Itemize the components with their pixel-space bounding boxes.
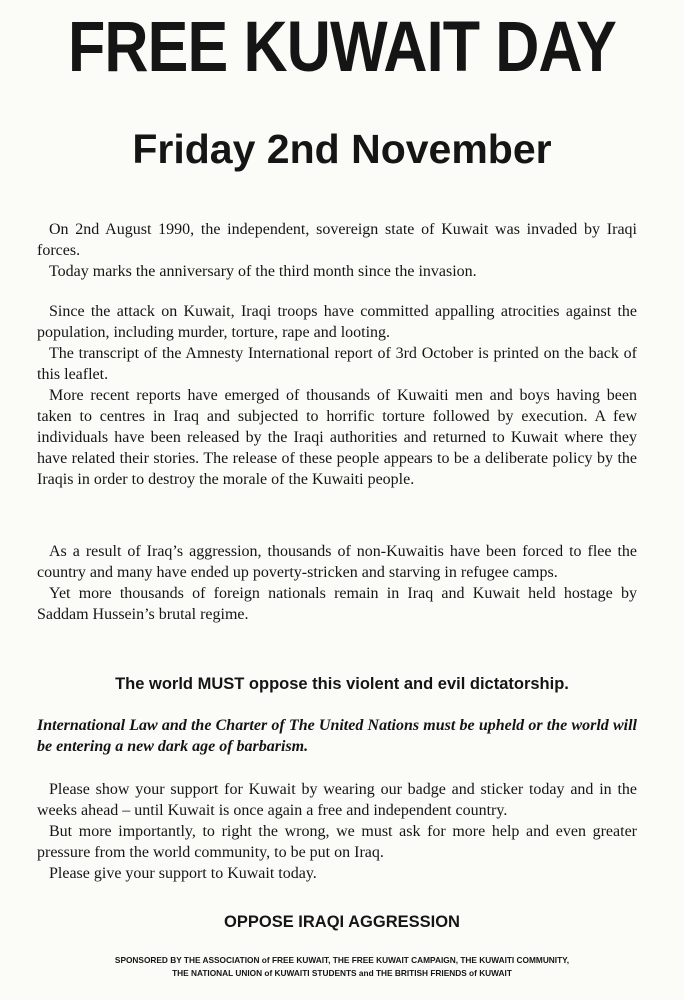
paragraph: As a result of Iraq’s aggression, thousands of non-Kuwaitis have been forced to flee the country and many have ended up poverty-stricken and starving in refugee camps.	[37, 543, 637, 581]
paragraph: Yet more thousands of foreign nationals remain in Iraq and Kuwait held hostage by Saddam Hussein’s brutal regime.	[37, 585, 637, 623]
paragraph: Please give your support to Kuwait today.	[49, 865, 317, 882]
sponsors-line: SPONSORED BY THE ASSOCIATION of FREE KUWAIT, THE FREE KUWAIT CAMPAIGN, THE KUWAITI COMMUNITY,	[114, 955, 570, 965]
sponsors-line: THE NATIONAL UNION of KUWAITI STUDENTS and THE BRITISH FRIENDS of KUWAIT	[172, 968, 512, 978]
paragraph: More recent reports have emerged of thousands of Kuwaiti men and boys having been taken to centres in Iraq and subjected to horrific torture followed by execution. A few individuals have been released by the Iraqi authorities and returned to Kuwait where they have related their stories. The release of these people appears to be a deliberate policy by the Iraqis in order to destroy the morale of the Kuwaiti people.	[37, 387, 637, 488]
leaflet-date: Friday 2nd November	[132, 126, 552, 172]
international-law-statement: International Law and the Charter of The United Nations must be upheld or the world will be entering a new dark age of barbarism.	[37, 717, 637, 755]
paragraph: Today marks the anniversary of the third month since the invasion.	[49, 263, 477, 280]
closing-slogan: OPPOSE IRAQI AGGRESSION	[224, 913, 460, 931]
support-section	[37, 779, 637, 884]
paragraph: Please show your support for Kuwait by wearing our badge and sticker today and in the weeks ahead – until Kuwait is once again a free and independent country.	[37, 781, 637, 819]
leaflet-title: FREE KUWAIT DAY	[67, 8, 617, 87]
paragraph: The transcript of the Amnesty International report of 3rd October is printed on the back of this leaflet.	[37, 345, 637, 383]
refugees-section	[37, 541, 637, 625]
paragraph: On 2nd August 1990, the independent, sovereign state of Kuwait was invaded by Iraqi forces.	[37, 221, 637, 259]
paragraph: Since the attack on Kuwait, Iraqi troops have committed appalling atrocities against the population, including murder, torture, rape and looting.	[37, 303, 637, 341]
paragraph: But more importantly, to right the wrong, we must ask for more help and even greater pressure from the world community, to be put on Iraq.	[37, 823, 637, 861]
sponsors-footer	[0, 954, 684, 980]
atrocities-section	[37, 301, 637, 490]
invasion-section	[37, 219, 637, 282]
slogan: The world MUST oppose this violent and evil dictatorship.	[115, 675, 569, 693]
